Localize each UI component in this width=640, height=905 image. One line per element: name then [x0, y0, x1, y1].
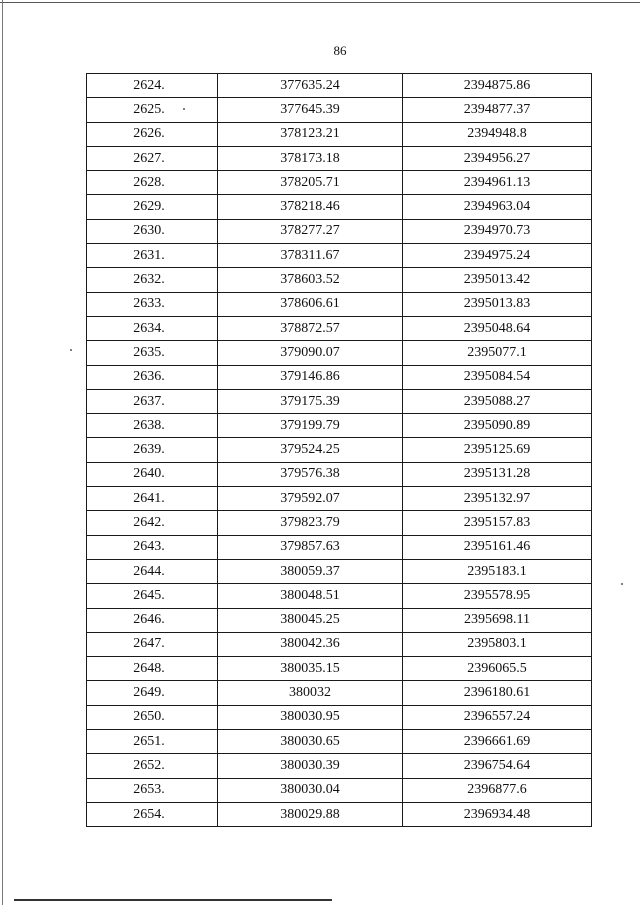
y-coordinate-cell: 2395048.64	[403, 316, 592, 340]
point-number-cell: 2642.	[87, 511, 218, 535]
table-row	[87, 511, 592, 535]
table-row	[87, 730, 592, 754]
y-coordinate-cell: 2395013.83	[403, 292, 592, 316]
table-row	[87, 292, 592, 316]
table-row	[87, 608, 592, 632]
y-coordinate-cell: 2396557.24	[403, 705, 592, 729]
x-coordinate-cell: 379592.07	[218, 487, 403, 511]
y-coordinate-cell: 2396661.69	[403, 730, 592, 754]
y-coordinate-cell: 2394970.73	[403, 219, 592, 243]
table-row	[87, 244, 592, 268]
y-coordinate-cell: 2394963.04	[403, 195, 592, 219]
point-number-cell: 2649.	[87, 681, 218, 705]
y-coordinate-cell: 2396065.5	[403, 657, 592, 681]
table-row	[87, 122, 592, 146]
x-coordinate-cell: 378218.46	[218, 195, 403, 219]
table-row	[87, 365, 592, 389]
x-coordinate-cell: 380035.15	[218, 657, 403, 681]
x-coordinate-cell: 380042.36	[218, 632, 403, 656]
point-number-cell: 2641.	[87, 487, 218, 511]
point-number-cell: 2653.	[87, 778, 218, 802]
point-number-cell: 2638.	[87, 414, 218, 438]
x-coordinate-cell: 379090.07	[218, 341, 403, 365]
point-number-cell: 2625.	[87, 98, 218, 122]
x-coordinate-cell: 377635.24	[218, 74, 403, 98]
point-number-cell: 2646.	[87, 608, 218, 632]
y-coordinate-cell: 2394948.8	[403, 122, 592, 146]
y-coordinate-cell: 2395698.11	[403, 608, 592, 632]
y-coordinate-cell: 2396754.64	[403, 754, 592, 778]
x-coordinate-cell: 378606.61	[218, 292, 403, 316]
table-row	[87, 268, 592, 292]
point-number-cell: 2640.	[87, 462, 218, 486]
point-number-cell: 2636.	[87, 365, 218, 389]
point-number-cell: 2626.	[87, 122, 218, 146]
y-coordinate-cell: 2394877.37	[403, 98, 592, 122]
x-coordinate-cell: 380029.88	[218, 802, 403, 826]
table-row	[87, 389, 592, 413]
point-number-cell: 2624.	[87, 74, 218, 98]
y-coordinate-cell: 2395161.46	[403, 535, 592, 559]
coordinates-table	[86, 73, 592, 827]
scan-speck	[70, 349, 72, 351]
table-row	[87, 219, 592, 243]
x-coordinate-cell: 379857.63	[218, 535, 403, 559]
y-coordinate-cell: 2394975.24	[403, 244, 592, 268]
point-number-cell: 2627.	[87, 146, 218, 170]
table-row	[87, 657, 592, 681]
table-row	[87, 754, 592, 778]
y-coordinate-cell: 2395013.42	[403, 268, 592, 292]
x-coordinate-cell: 378173.18	[218, 146, 403, 170]
y-coordinate-cell: 2396877.6	[403, 778, 592, 802]
x-coordinate-cell: 378872.57	[218, 316, 403, 340]
scan-top-edge	[0, 2, 640, 3]
y-coordinate-cell: 2396180.61	[403, 681, 592, 705]
x-coordinate-cell: 378603.52	[218, 268, 403, 292]
point-number-cell: 2628.	[87, 171, 218, 195]
point-number-cell: 2645.	[87, 584, 218, 608]
table-row	[87, 146, 592, 170]
table-row	[87, 559, 592, 583]
point-number-cell: 2647.	[87, 632, 218, 656]
table-row	[87, 462, 592, 486]
table-row	[87, 535, 592, 559]
y-coordinate-cell: 2395125.69	[403, 438, 592, 462]
x-coordinate-cell: 379823.79	[218, 511, 403, 535]
x-coordinate-cell: 378205.71	[218, 171, 403, 195]
table-row	[87, 98, 592, 122]
table-row	[87, 778, 592, 802]
page-number: 86	[333, 43, 347, 58]
x-coordinate-cell: 378123.21	[218, 122, 403, 146]
y-coordinate-cell: 2394875.86	[403, 74, 592, 98]
y-coordinate-cell: 2394961.13	[403, 171, 592, 195]
table-row	[87, 341, 592, 365]
y-coordinate-cell: 2395077.1	[403, 341, 592, 365]
table-row	[87, 171, 592, 195]
y-coordinate-cell: 2395084.54	[403, 365, 592, 389]
table-row	[87, 632, 592, 656]
x-coordinate-cell: 380048.51	[218, 584, 403, 608]
y-coordinate-cell: 2395132.97	[403, 487, 592, 511]
x-coordinate-cell: 380030.04	[218, 778, 403, 802]
point-number-cell: 2631.	[87, 244, 218, 268]
x-coordinate-cell: 379175.39	[218, 389, 403, 413]
x-coordinate-cell: 380030.65	[218, 730, 403, 754]
table-row	[87, 414, 592, 438]
point-number-cell: 2633.	[87, 292, 218, 316]
y-coordinate-cell: 2396934.48	[403, 802, 592, 826]
scan-speck	[621, 583, 623, 585]
x-coordinate-cell: 380059.37	[218, 559, 403, 583]
y-coordinate-cell: 2395090.89	[403, 414, 592, 438]
point-number-cell: 2643.	[87, 535, 218, 559]
y-coordinate-cell: 2395578.95	[403, 584, 592, 608]
y-coordinate-cell: 2395157.83	[403, 511, 592, 535]
y-coordinate-cell: 2394956.27	[403, 146, 592, 170]
x-coordinate-cell: 380030.95	[218, 705, 403, 729]
point-number-cell: 2650.	[87, 705, 218, 729]
footnote-rule	[14, 899, 332, 901]
point-number-cell: 2651.	[87, 730, 218, 754]
x-coordinate-cell: 379199.79	[218, 414, 403, 438]
scan-speck	[183, 108, 185, 110]
table-row	[87, 74, 592, 98]
table-row	[87, 705, 592, 729]
x-coordinate-cell: 380030.39	[218, 754, 403, 778]
x-coordinate-cell: 377645.39	[218, 98, 403, 122]
x-coordinate-cell: 378277.27	[218, 219, 403, 243]
point-number-cell: 2630.	[87, 219, 218, 243]
table-row	[87, 802, 592, 826]
point-number-cell: 2652.	[87, 754, 218, 778]
point-number-cell: 2634.	[87, 316, 218, 340]
y-coordinate-cell: 2395183.1	[403, 559, 592, 583]
y-coordinate-cell: 2395803.1	[403, 632, 592, 656]
table-row	[87, 487, 592, 511]
x-coordinate-cell: 379146.86	[218, 365, 403, 389]
table-row	[87, 584, 592, 608]
coordinates-table-body	[87, 74, 592, 827]
x-coordinate-cell: 380045.25	[218, 608, 403, 632]
x-coordinate-cell: 380032	[218, 681, 403, 705]
y-coordinate-cell: 2395088.27	[403, 389, 592, 413]
point-number-cell: 2654.	[87, 802, 218, 826]
point-number-cell: 2644.	[87, 559, 218, 583]
x-coordinate-cell: 379576.38	[218, 462, 403, 486]
table-row	[87, 195, 592, 219]
point-number-cell: 2639.	[87, 438, 218, 462]
y-coordinate-cell: 2395131.28	[403, 462, 592, 486]
point-number-cell: 2629.	[87, 195, 218, 219]
point-number-cell: 2632.	[87, 268, 218, 292]
point-number-cell: 2637.	[87, 389, 218, 413]
table-row	[87, 316, 592, 340]
table-row	[87, 681, 592, 705]
x-coordinate-cell: 379524.25	[218, 438, 403, 462]
scan-left-edge	[2, 0, 3, 905]
table-row	[87, 438, 592, 462]
point-number-cell: 2635.	[87, 341, 218, 365]
x-coordinate-cell: 378311.67	[218, 244, 403, 268]
point-number-cell: 2648.	[87, 657, 218, 681]
